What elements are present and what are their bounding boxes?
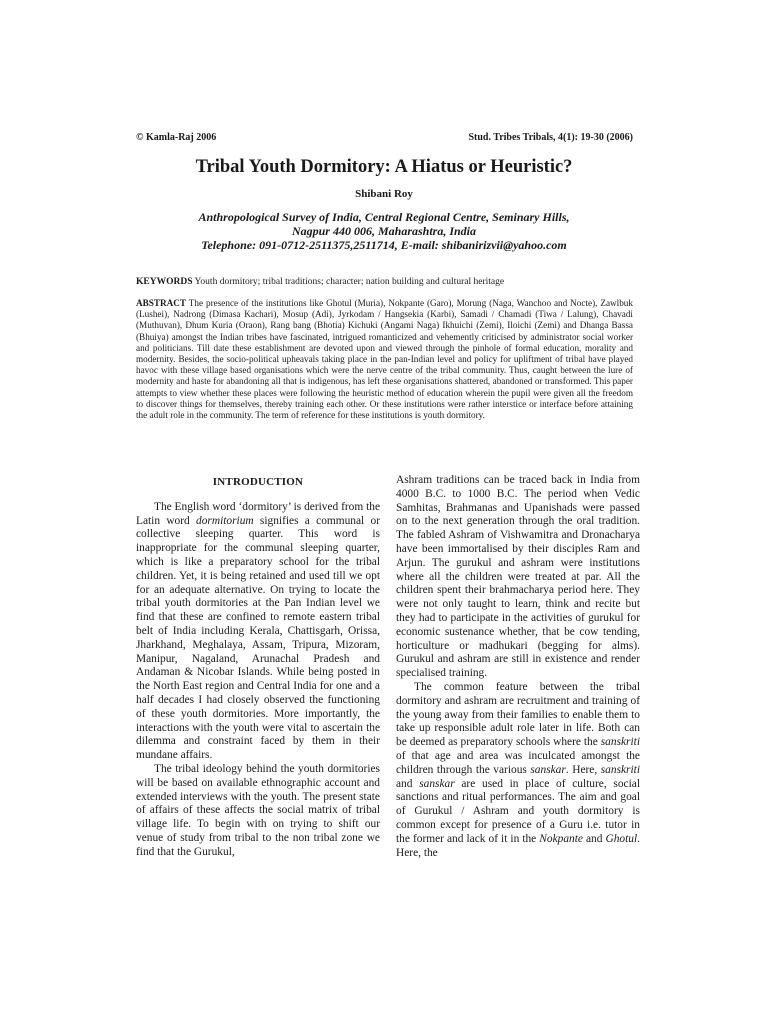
author-name: Shibani Roy <box>355 188 413 200</box>
body-column-left <box>136 476 380 860</box>
abstract-text: The presence of the institutions like Ghotul (Muria), Nokpante (Garo), Morung (Naga, Wanchoo and Nocte), Zawlbuk (Lushei), Nadrong (Dimasa Kachari), Mosup (Adi), Jyrkodam / Hangsekia (Karbi), Samadi / Chamadi (Tiwa / Lalung), Chavadi (Muthuvan), Dhum Kuria (Oraon), Rang bang (Bhotia) Kichuki (Angami Naga) Ikhuichi (Zemi), Iloichi (Zemi) and Dhanga Bassa (Bhuiya) amongst the Indian tribes have fascinated, intrigued romanticized and vehemently criticised by administrator social worker and politicians. Till date these establishment are devoted upon and viewed through the pinhole of formal education, morality and modernity. Besides, the socio-political upheavals taking place in the pan-Indian level and policy for upliftment of tribal have played havoc with these village based organisations which were the nerve centre of the tribal community. Thus, caught between the lure of modernity and haste for abandoning all that is indigenous, has left these organisations shattered, abandoned or transformed. This paper attempts to view whether these places were following the heuristic method of education wherein the pupil were given all the freedom to discover things for themselves, thereby training each other. Or these institutions were rather interstice or interface before attaining the adult role in the community. The term of reference for these institutions is youth dormitory. <box>136 298 633 421</box>
affiliation-line-2: Nagpur 440 006, Maharashtra, India <box>291 224 477 238</box>
author-affiliation <box>0 210 768 252</box>
keywords-label: KEYWORDS <box>136 277 193 287</box>
abstract-label: ABSTRACT <box>136 298 187 308</box>
affiliation-line-1: Anthropological Survey of India, Central Regional Centre, Seminary Hills, <box>198 210 570 224</box>
body-column-right <box>396 474 640 860</box>
affiliation-line-3: Telephone: 091-0712-2511375,2511714, E-mail: shibanirizvii@yahoo.com <box>201 238 567 252</box>
abstract-block <box>136 298 633 421</box>
copyright-notice: © Kamla-Raj 2006 <box>136 132 217 143</box>
paper-title: Tribal Youth Dormitory: A Hiatus or Heuristic? <box>195 157 573 177</box>
paragraph: The common feature between the tribal dormitory and ashram are recruitment and training of the young away from their families to enable them to take up responsible adult role later in life. Both can be deemed as preparatory schools where the sanskriti of that age and area was inculcated amongst the children through the various sanskar. Here, sanskriti and sanskar are used in place of culture, social sanctions and ritual performances. The aim and goal of Gurukul / Ashram and youth dormitory is common except for presence of a Guru i.e. tutor in the former and lack of it in the Nokpante and Ghotul. Here, the <box>396 680 640 859</box>
section-heading: INTRODUCTION <box>212 476 304 488</box>
paragraph: The English word ‘dormitory’ is derived from the Latin word dormitorium signifies a communal or collective sleeping quarter. This word is inappropriate for the communal sleeping quarter, which is like a preparatory school for the tribal children. Yet, it is being retained and used till we opt for an adequate alternative. On trying to locate the tribal youth dormitories at the Pan Indian level we find that these are confined to remote eastern tribal belt of India including Kerala, Chattisgarh, Orissa, Jharkhand, Meghalaya, Assam, Tripura, Mizoram, Manipur, Nagaland, Arunachal Pradesh and Andaman & Nicobar Islands. While being posted in the North East region and Central India for one and a half decades I had closely observed the functioning of these youth dormitories. More importantly, the interactions with the youth were vital to ascertain the dilemma and constraint faced by them in their mundane affairs. <box>136 500 380 762</box>
journal-citation: Stud. Tribes Tribals, 4(1): 19-30 (2006) <box>468 132 633 143</box>
paragraph: Ashram traditions can be traced back in India from 4000 B.C. to 1000 B.C. The period when Vedic Samhitas, Brahmanas and Upanishads were passed on to the next generation through the oral tradition. The fabled Ashram of Vishwamitra and Dronacharya have been immortalised by their disciples Ram and Arjun. The gurukul and ashram were institutions where all the children were treated at par. All the children spent their brahmacharya period here. They were not only taught to learn, think and recite but they had to participate in the activities of gurukul for economic sustenance whether, that be cow tending, horticulture or madhukari (begging for alms). Gurukul and ashram are still in existence and render specialised training. <box>396 474 640 680</box>
paragraph: The tribal ideology behind the youth dormitories will be based on available ethnographic account and extended interviews with the youth. The present state of affairs of these affects the social matrix of tribal village life. To begin with on trying to shift our venue of study from tribal to the non tribal zone we find that the Gurukul, <box>136 762 380 858</box>
keywords-block <box>136 276 633 288</box>
keywords-text: Youth dormitory; tribal traditions; character; nation building and cultural heritage <box>194 277 505 287</box>
